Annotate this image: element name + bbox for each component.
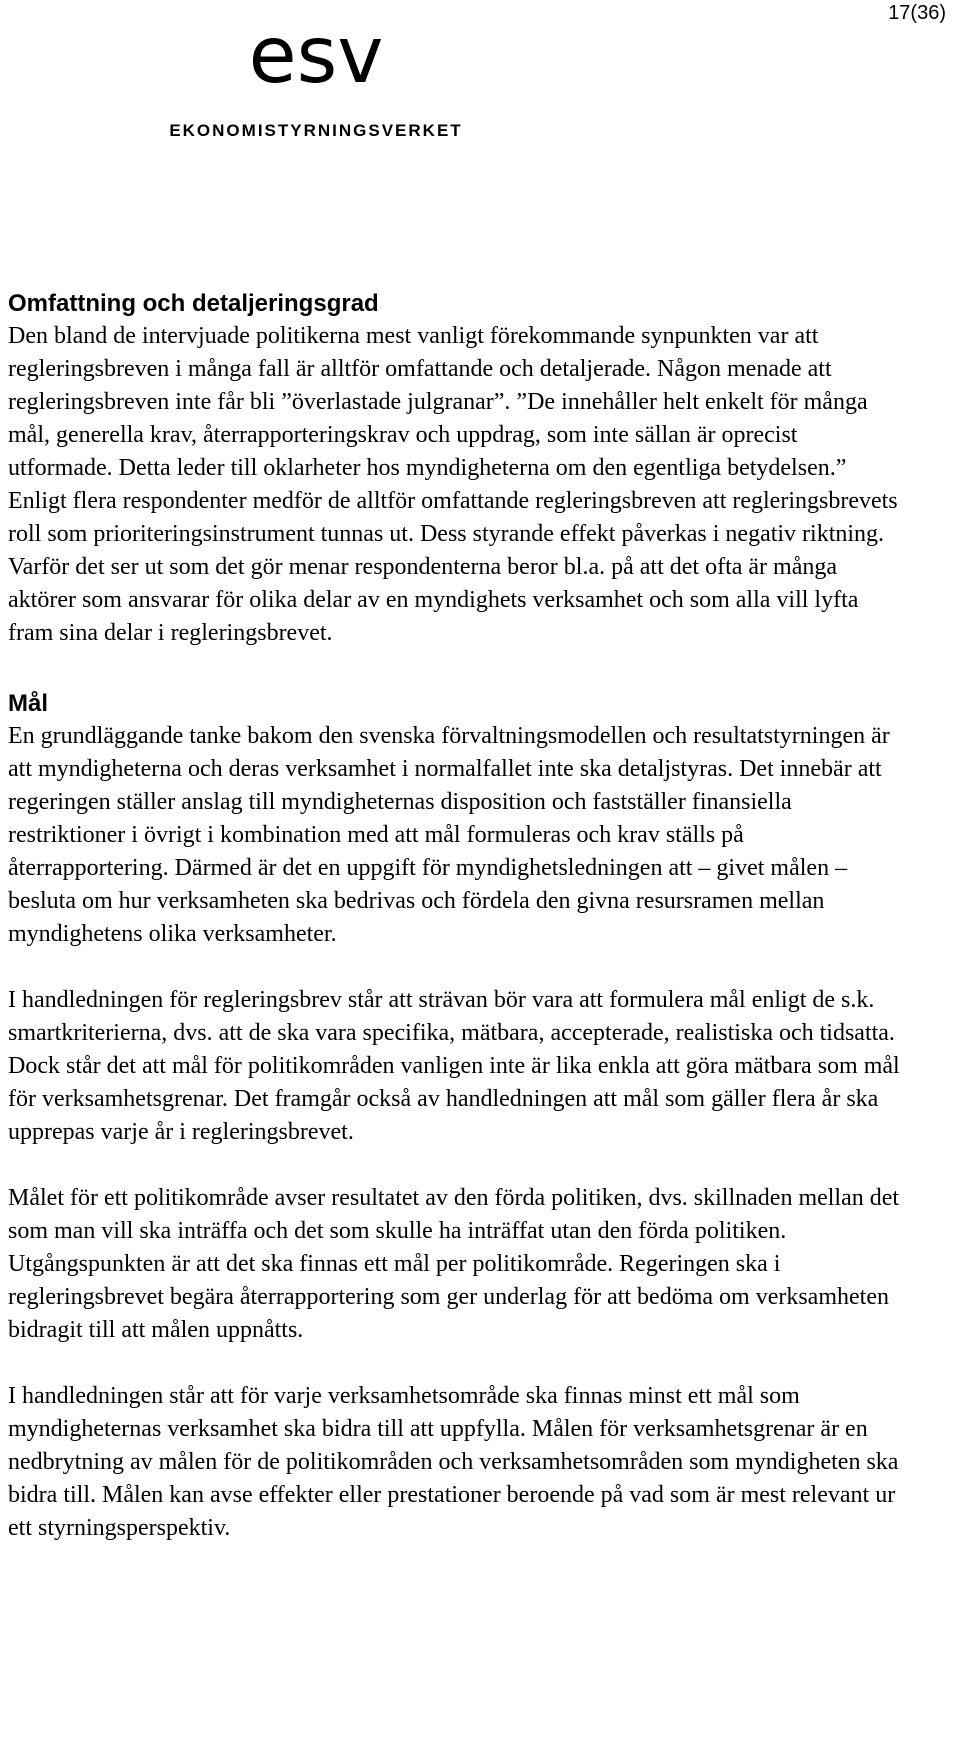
- paragraph-omfattning: Den bland de intervjuade politikerna mest vanligt förekommande synpunkten var att regleringsbreven i många fall är alltför omfattande och detaljerade. Någon menade att regleringsbreven inte får bli ”överlastade julgranar”. ”De innehåller helt enkelt för många mål, generella krav, återrapporteringskrav och uppdrag, som inte sällan är oprecist utformade. Detta leder till oklarheter hos myndigheterna om den egentliga betydelsen.” Enligt flera respondenter medför de alltför omfattande regleringsbreven att regleringsbrevets roll som prioriteringsinstrument tunnas ut. Dess styrande effekt påverkas i negativ riktning. Varför det ser ut som det gör menar respondenterna beror bl.a. på att det ofta är många aktörer som ansvarar för olika delar av en myndighets verksamhet och som alla vill lyfta fram sina delar i regleringsbrevet.: [8, 323, 898, 646]
- paragraph-mal-4: I handledningen står att för varje verksamhetsområde ska finnas minst ett mål som myndigheternas verksamhet ska bidra till att uppfylla. Målen för verksamhetsgrenar är en nedbrytning av målen för de politikområden och verksamhetsområden som myndigheten ska bidra till. Målen kan avse effekter eller prestationer beroende på vad som är mest relevant ur ett styrningsperspektiv.: [8, 1383, 899, 1541]
- logo-wordmark: esv: [248, 14, 384, 101]
- esv-logo: [166, 14, 476, 144]
- section-heading-omfattning: Omfattning och detaljeringsgrad: [8, 290, 379, 317]
- paragraph-mal-1: En grundläggande tanke bakom den svenska förvaltningsmodellen och resultatstyrningen är att myndigheterna och deras verksamhet i normalfallet inte ska detaljstyras. Det innebär att regeringen ställer anslag till myndigheternas disposition och fastställer finansiella restriktioner i övrigt i kombination med att mål formuleras och krav ställs på återrapportering. Därmed är det en uppgift för myndighetsledningen att – givet målen – besluta om hur verksamheten ska bedrivas och fördela den givna resursramen mellan myndighetens olika verksamheter.: [8, 723, 890, 947]
- page-number: 17(36): [888, 2, 946, 24]
- paragraph-mal-3: Målet för ett politikområde avser resultatet av den förda politiken, dvs. skillnaden mellan det som man vill ska inträffa och det som skulle ha inträffat utan den förda politiken. Utgångspunkten är att det ska finnas ett mål per politikområde. Regeringen ska i regleringsbrevet begära återrapportering som ger underlag för att bedöma om verksamheten bidragit till att målen uppnåtts.: [8, 1185, 900, 1343]
- paragraph-mal-2: I handledningen för regleringsbrev står att strävan bör vara att formulera mål enligt de s.k. smartkriterierna, dvs. att de ska vara specifika, mätbara, accepterade, realistiska och tidsatta. Dock står det att mål för politikområden vanligen inte är lika enkla att göra mätbara som mål för verksamhetsgrenar. Det framgår också av handledningen att mål som gäller flera år ska upprepas varje år i regleringsbrevet.: [8, 987, 900, 1145]
- document-body: [8, 287, 908, 1545]
- logo-subtitle: EKONOMISTYRNINGSVERKET: [169, 121, 463, 140]
- section-heading-mal: Mål: [8, 690, 49, 717]
